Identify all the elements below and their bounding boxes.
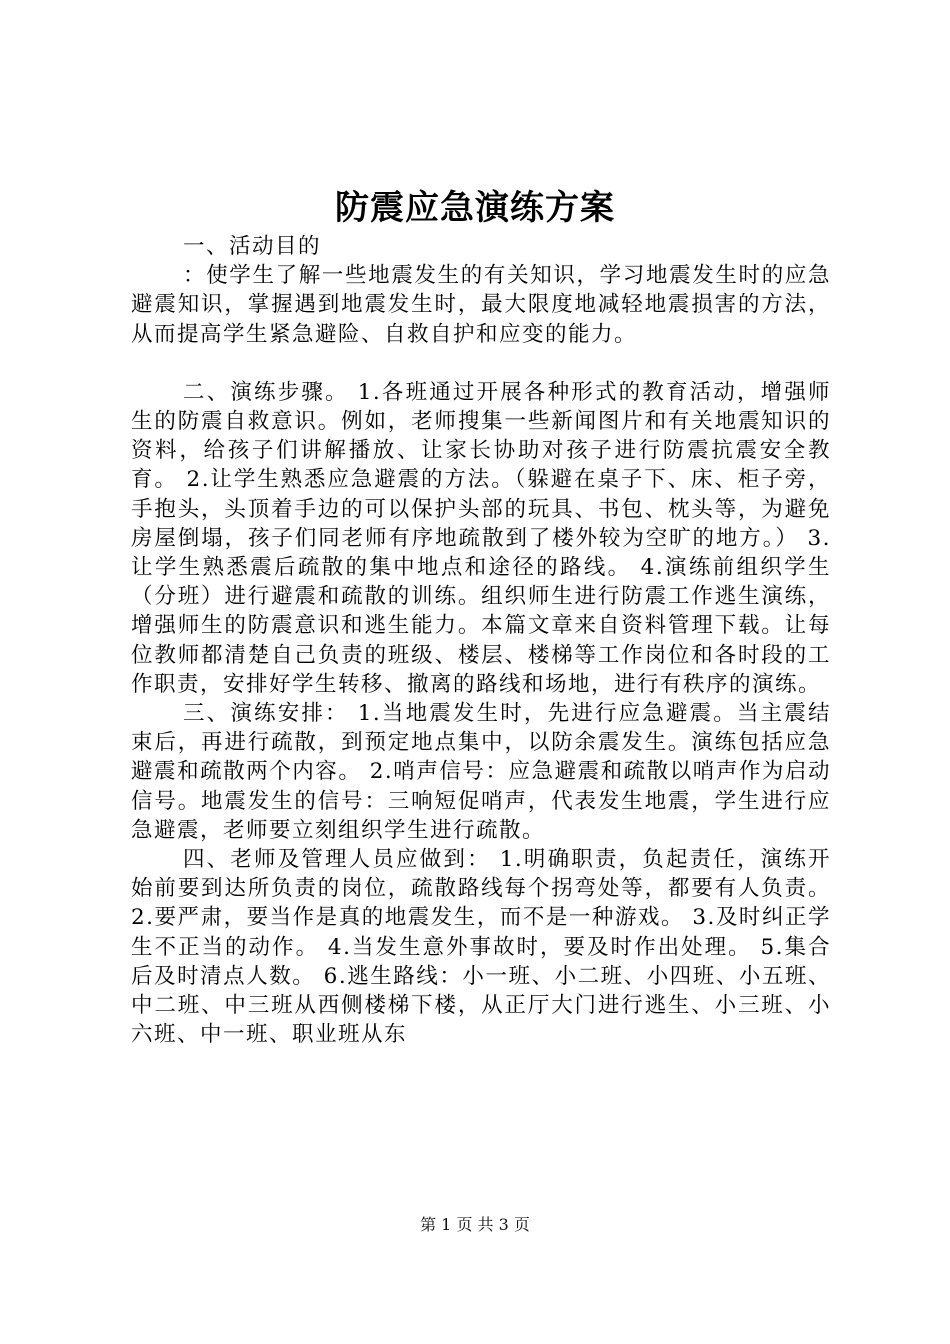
section-heading-purpose: 一、活动目的 bbox=[183, 234, 322, 259]
paragraph-purpose: ：使学生了解一些地震发生的有关知识，学习地震发生时的应急避震知识，掌握遇到地震发生时，最大限度地减轻地震损害的方法，从而提高学生紧急避险、自救自护和应变的能力。 bbox=[131, 263, 831, 347]
paragraph-staff-duties: 四、老师及管理人员应做到： 1.明确职责，负起责任，演练开始前要到达所负责的岗位，疏散路线每个拐弯处等，都要有人负责。 2.要严肃，要当作是真的地震发生，而不是一种游戏。 3.及时纠正学生不正当的动作。 4.当发生意外事故时，要及时作出处理。 5.集合后及时清点人数。 6.逃生路线：小一班、小二班、小四班、小五班、中二班、中三班从西侧楼梯下楼，从正厅大门进行逃生、小三班、小六班、中一班、职业班从东 bbox=[131, 847, 831, 1048]
document-title: 防震应急演练方案 bbox=[335, 188, 615, 228]
paragraph-drill-steps: 二、演练步骤。 1.各班通过开展各种形式的教育活动，增强师生的防震自救意识。例如，老师搜集一些新闻图片和有关地震知识的资料，给孩子们讲解播放、让家长协助对孩子进行防震抗震安全教育。 2.让学生熟悉应急避震的方法。（躲避在桌子下、床、柜子旁，手抱头，头顶着手边的可以保护头部的玩具、书包、枕头等，为避免房屋倒塌，孩子们同老师有序地疏散到了楼外较为空旷的地方。） 3.让学生熟悉震后疏散的集中地点和途径的路线。 4.演练前组织学生（分班）进行避震和疏散的训练。组织师生进行防震工作逃生演练，增强师生的防震意识和逃生能力。本篇文章来自资料管理下载。让每位教师都清楚自己负责的班级、楼层、楼梯等工作岗位和各时段的工作职责，安排好学生转移、撤离的路线和场地，进行有秩序的演练。 bbox=[131, 379, 831, 697]
paragraph-drill-arrangement: 三、演练安排： 1.当地震发生时，先进行应急避震。当主震结束后，再进行疏散，到预定地点集中，以防余震发生。演练包括应急避震和疏散两个内容。 2.哨声信号：应急避震和疏散以哨声作为启动信号。地震发生的信号：三响短促哨声，代表发生地震，学生进行应急避震，老师要立刻组织学生进行疏散。 bbox=[131, 701, 831, 843]
page-footer: 第 1 页 共 3 页 bbox=[420, 1215, 530, 1234]
document-body bbox=[131, 232, 831, 1049]
